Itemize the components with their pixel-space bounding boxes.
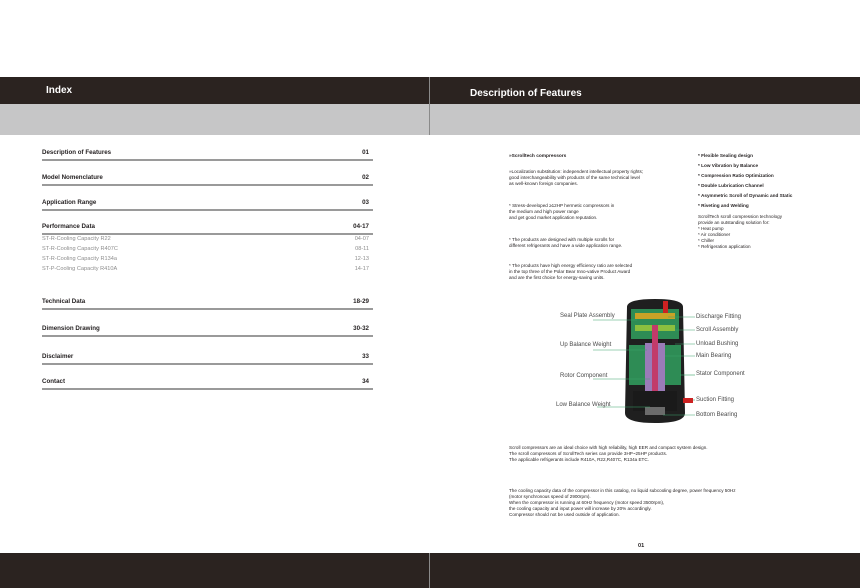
paragraph: * The products have high energy efficiency ratio are selected in the top three of the Polar Bear Inno-vative Product Award and are the first choice for energy-saving units. [509, 263, 633, 281]
diagram-label: Bottom Bearing [696, 412, 738, 418]
grey-band [0, 104, 860, 135]
paragraph: The cooling capacity data of the compressor in this catalog, no liquid subcooling degree, power frequency 50Hz (motor synchronous speed of 2900rpm). When the compressor is running at 60Hz frequency (motor speed 3500rpm), the cooling capacity and input power will increase by 20% accordingly. Compressor should not be used outside of application. [509, 488, 736, 518]
page-divider-top [429, 77, 430, 135]
feature-item: * Compression Ratio Optimization [698, 173, 774, 178]
solutions-block: ScrollTech scroll compression technology provide an outstanding solution for: * Heat pump * Air conditioner * Chiller * Refrigeration application [698, 214, 782, 250]
diagram-label: Stator Component [696, 371, 745, 377]
solution-item: * Air conditioner [698, 232, 731, 238]
scrolltech-heading: »Scrolltech compressors [509, 154, 567, 159]
index-entry[interactable]: Performance Data 04-17 [42, 223, 373, 235]
feature-item: * Low Vibration by Balance [698, 163, 759, 168]
paragraph: * The products are designed with multiple scrolls for different refrigerants and have a wide application range. [509, 237, 623, 249]
diagram-label: Up Balance Weight [560, 342, 612, 348]
paragraph: * Stress-developed ≥12HP hermetic compressors in the medium and high power range and get good market application reputation. [509, 203, 615, 221]
diagram-label: Discharge Fitting [696, 314, 742, 320]
diagram-label: Seal Plate Assembly [560, 313, 615, 319]
solution-item: * Refrigeration application [698, 244, 751, 250]
diagram-label: Low Balance Weight [556, 402, 611, 408]
feature-item: * Asymmetric Scroll of Dynamic and Static [698, 193, 793, 198]
solution-item: * Chiller [698, 238, 715, 244]
index-entry[interactable]: Description of Features 01 [42, 149, 373, 161]
diagram-label: Unload Bushing [696, 341, 739, 347]
header-bar [0, 77, 860, 104]
index-subentry[interactable]: ST-R-Cooling Capacity R407C 08-11 [42, 246, 369, 252]
index-title: Index [46, 85, 73, 96]
paragraph: Scroll compressors are an ideal choice with high reliability, high EER and compact system design. The scroll compressors of ScrollTech series can provide 3HP~25HP products. The applicable refrigerants include R410A, R22,R407C, R134a ETC. [509, 445, 708, 463]
index-entry[interactable]: Disclaimer 33 [42, 353, 373, 365]
footer-bar [0, 553, 860, 588]
solution-item: * Heat pump [698, 226, 724, 232]
diagram-label: Main Bearing [696, 353, 732, 359]
diagram-label: Suction Fitting [696, 397, 735, 403]
feature-item: * Flexible Sealing design [698, 153, 753, 158]
index-subentry[interactable]: ST-P-Cooling Capacity R410A 14-17 [42, 266, 369, 272]
index-subentry[interactable]: ST-R-Cooling Capacity R134a 12-13 [42, 256, 369, 262]
page-number: 01 [638, 543, 645, 549]
feature-item: * Riveting and Welding [698, 203, 749, 208]
discharge-fitting-part [663, 301, 668, 313]
page-divider-bottom [429, 553, 430, 588]
bottom-bearing-part [645, 407, 665, 415]
feature-list [698, 151, 792, 211]
index-entry[interactable]: Technical Data 18-29 [42, 298, 373, 310]
feature-item: * Double Lubrication Channel [698, 183, 764, 188]
diagram-label: Rotor Component [560, 373, 608, 379]
index-entry[interactable]: Dimension Drawing 30-32 [42, 325, 373, 337]
paragraph: »Localization substitution: independent intellectual property rights; good interchangeability with products of the same technical level as well-known foreign companies. [509, 169, 644, 187]
index-entry[interactable]: Model Nomenclature 02 [42, 174, 373, 186]
diagram-label: Scroll Assembly [696, 327, 739, 333]
index-entry[interactable]: Application Range 03 [42, 199, 373, 211]
index-entry[interactable]: Contact 34 [42, 378, 373, 390]
suction-fitting-part [683, 398, 693, 403]
features-title: Description of Features [470, 88, 582, 99]
index-subentry[interactable]: ST-R-Cooling Capacity R22 04-07 [42, 236, 369, 242]
